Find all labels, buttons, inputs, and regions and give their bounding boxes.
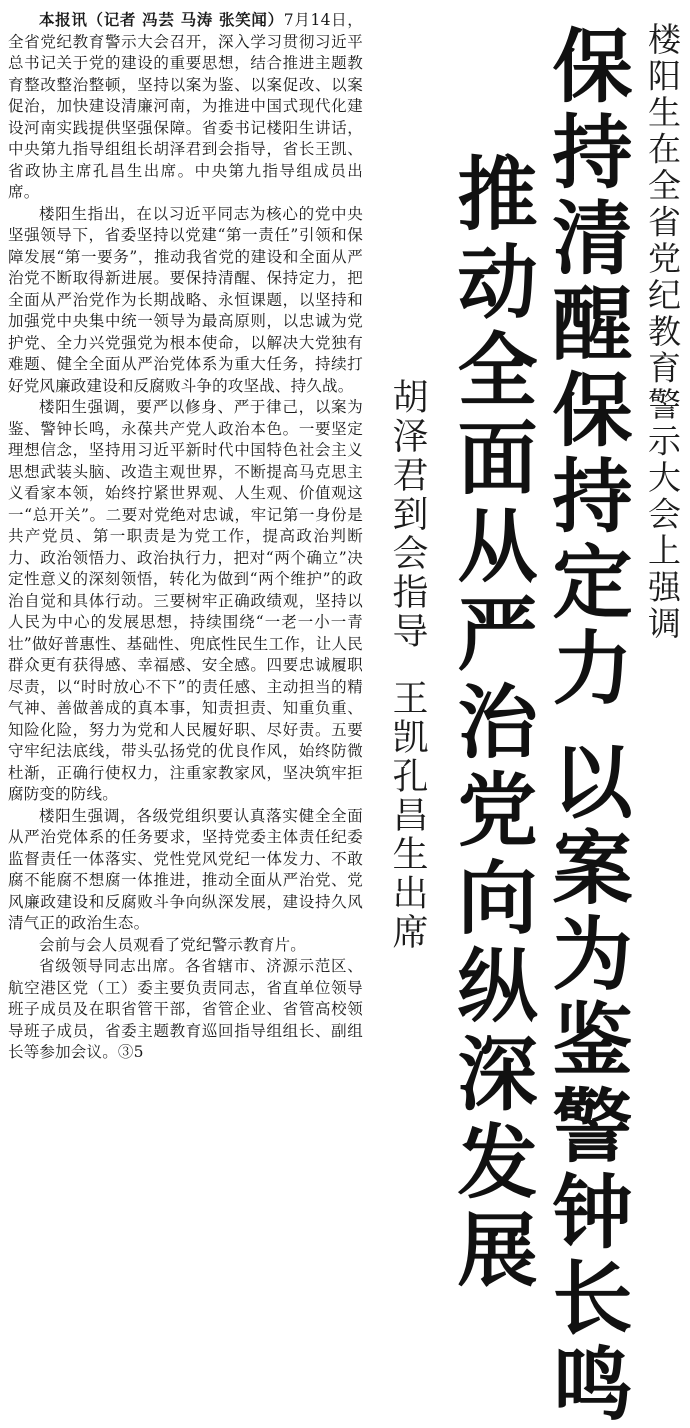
article-paragraph-3: 楼阳生强调，要严以修身、严于律己，以案为鉴、警钟长鸣，永葆共产党人政治本色。一要坚定理想信念，坚持用习近平新时代中国特色社会主义思想武装头脑、改造主观世界，不断提高马克思主义看家本领，始终拧紧世界观、人生观、价值观这一“总开关”。二要对党绝对忠诚，牢记第一身份是共产党员、第一职责是为党工作，提高政治判断力、政治领悟力、政治执行力，把对“两个确立”决定性意义的深刻领悟，转化为做到“两个维护”的政治自觉和具体行动。三要树牢正确政绩观，坚持以人民为中心的发展思想，持续围绕“一老一小一青壮”做好普惠性、基础性、兜底性民生工作，让人民群众更有获得感、幸福感、安全感。四要忠诚履职尽责，以“时时放心不下”的责任感、主动担当的精气神、善做善成的真本事，知责担责、知重负重、知险化险，努力为党和人民履好职、尽好责。五要守牢纪法底线，带头弘扬党的优良作风，始终防微杜渐，正确行使权力，注重家教家风，坚决筑牢拒腐防变的防线。	[8, 398, 363, 803]
article-paragraph-1-text: 7月14日，全省党纪教育警示大会召开，深入学习贯彻习近平总书记关于党的建设的重要思想，结合推进主题教育整改整治整顿，坚持以案为鉴、以案促改、以案促治，加快建设清廉河南，为推进中国式现代化建设河南实践提供坚强保障。省委书记楼阳生讲话，中央第九指导组组长胡泽君到会指导，省长王凯、省政协主席孔昌生出席。中央第九指导组成员出席。	[8, 11, 363, 201]
article-paragraph-4: 楼阳生强调，各级党组织要认真落实健全全面从严治党体系的任务要求，坚持党委主体责任纪委监督责任一体落实、党性党风党纪一体发力、不敢腐不能腐不想腐一体推进，推动全面从严治党、党风廉政建设和反腐败斗争向纵深发展，建设持久风清气正的政治生态。	[8, 806, 363, 932]
subheadline-part-2: 王凯孔昌生出席	[387, 679, 428, 952]
headline-line-1-part-1: 保持清醒保持定力	[539, 24, 632, 712]
article-paragraph-6: 省级领导同志出席。各省辖市、济源示范区、航空港区党（工）委主要负责同志，省直单位领导班子成员及在职省管干部，省管企业、省管高校领导班子成员，省委主题教育巡回指导组组长、副组长等参加会议。③5	[8, 957, 363, 1061]
article-paragraph-5: 会前与会人员观看了党纪警示教育片。	[39, 935, 306, 954]
kicker-line: 楼阳生在全省党纪教育警示大会上强调	[643, 22, 682, 643]
article-body	[8, 10, 363, 1328]
headline-line-2: 推动全面从严治党向纵深发展	[444, 152, 537, 1296]
article-paragraph-1	[8, 10, 363, 204]
article-paragraph-2: 楼阳生指出，在以习近平同志为核心的党中央坚强领导下，省委坚持以党建“第一责任”引领和保障发展“第一要务”，推动我省党的建设和全面从严治党不断取得新进展。要保持清醒、保持定力，把全面从严治党作为长期战略、永恒课题，以坚持和加强党中央集中统一领导为最高原则，以忠诚为党护党、全力兴党强党为根本使命，以解决大党独有难题、健全全面从严治党体系为重大任务，持续打好党风廉政建设和反腐败斗争的攻坚战、持久战。	[8, 204, 363, 395]
headline-line-1	[540, 24, 630, 1428]
article-lead: 本报讯（记者 冯芸 马涛 张笑闻）	[39, 11, 284, 29]
subheadline-part-1: 胡泽君到会指导	[387, 378, 428, 651]
headline-line-1-part-2: 以案为鉴警钟长鸣	[539, 740, 632, 1428]
subheadline	[384, 378, 430, 952]
